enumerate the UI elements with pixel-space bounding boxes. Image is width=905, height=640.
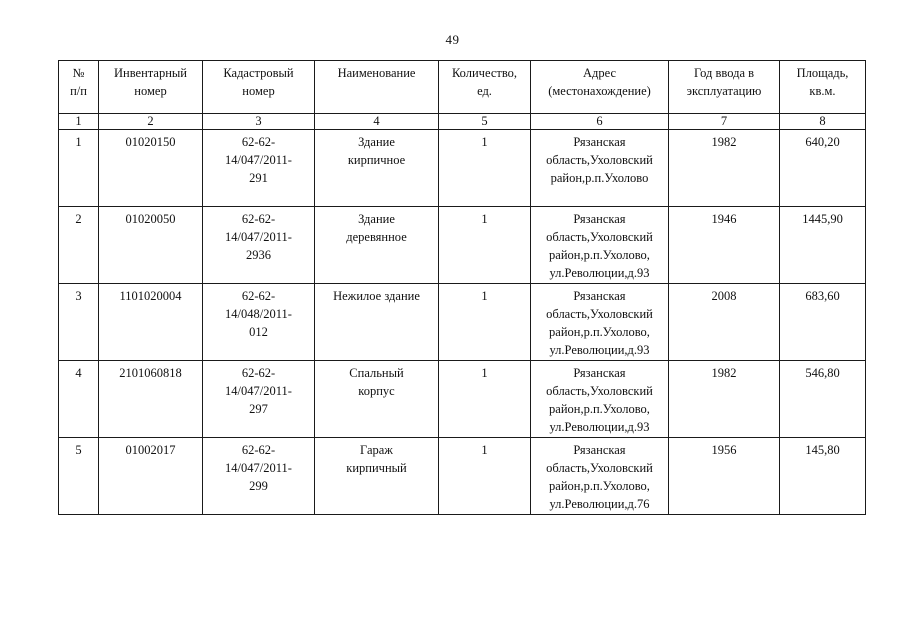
table-row xyxy=(59,284,866,361)
area-cell: 683,60 xyxy=(780,284,866,361)
column-number-row xyxy=(59,114,866,130)
row-number-cell: 5 xyxy=(59,438,99,515)
cadastral-number-cell: 62-62- 14/047/2011- 297 xyxy=(203,361,315,438)
inventory-number-cell: 2101060818 xyxy=(99,361,203,438)
header-cell-quantity: Количество, ед. xyxy=(439,61,531,114)
header-cell-inventory: Инвентарный номер xyxy=(99,61,203,114)
inventory-number-cell: 01020050 xyxy=(99,207,203,284)
column-number: 2 xyxy=(99,114,203,130)
object-name-cell: Здание кирпичное xyxy=(315,130,439,207)
column-number: 5 xyxy=(439,114,531,130)
column-number: 8 xyxy=(780,114,866,130)
header-cell-address: Адрес (местонахождение) xyxy=(531,61,669,114)
commission-year-cell: 1982 xyxy=(669,361,780,438)
quantity-cell: 1 xyxy=(439,361,531,438)
object-name-cell: Нежилое здание xyxy=(315,284,439,361)
cadastral-number-cell: 62-62- 14/048/2011- 012 xyxy=(203,284,315,361)
quantity-cell: 1 xyxy=(439,438,531,515)
commission-year-cell: 1956 xyxy=(669,438,780,515)
object-name-cell: Здание деревянное xyxy=(315,207,439,284)
header-cell-cadastral: Кадастровый номер xyxy=(203,61,315,114)
column-number: 7 xyxy=(669,114,780,130)
table-row xyxy=(59,438,866,515)
object-name-cell: Гараж кирпичный xyxy=(315,438,439,515)
row-number-cell: 4 xyxy=(59,361,99,438)
address-cell: Рязанская область,Ухоловский район,р.п.Ухолово xyxy=(531,130,669,207)
area-cell: 640,20 xyxy=(780,130,866,207)
area-cell: 1445,90 xyxy=(780,207,866,284)
cadastral-number-cell: 62-62- 14/047/2011- 291 xyxy=(203,130,315,207)
property-registry-table xyxy=(58,60,866,515)
row-number-cell: 2 xyxy=(59,207,99,284)
header-cell-area: Площадь, кв.м. xyxy=(780,61,866,114)
column-number: 1 xyxy=(59,114,99,130)
page-number: 49 xyxy=(445,32,460,47)
table-row xyxy=(59,361,866,438)
cadastral-number-cell: 62-62- 14/047/2011- 299 xyxy=(203,438,315,515)
commission-year-cell: 2008 xyxy=(669,284,780,361)
table-row xyxy=(59,207,866,284)
row-number-cell: 1 xyxy=(59,130,99,207)
inventory-number-cell: 1101020004 xyxy=(99,284,203,361)
object-name-cell: Спальный корпус xyxy=(315,361,439,438)
area-cell: 546,80 xyxy=(780,361,866,438)
column-number: 3 xyxy=(203,114,315,130)
address-cell: Рязанская область,Ухоловский район,р.п.Ухолово, ул.Революции,д.93 xyxy=(531,284,669,361)
header-cell-number: № п/п xyxy=(59,61,99,114)
address-cell: Рязанская область,Ухоловский район,р.п.Ухолово, ул.Революции,д.76 xyxy=(531,438,669,515)
commission-year-cell: 1946 xyxy=(669,207,780,284)
header-cell-name: Наименование xyxy=(315,61,439,114)
quantity-cell: 1 xyxy=(439,207,531,284)
inventory-number-cell: 01002017 xyxy=(99,438,203,515)
quantity-cell: 1 xyxy=(439,284,531,361)
table-row xyxy=(59,130,866,207)
cadastral-number-cell: 62-62- 14/047/2011- 2936 xyxy=(203,207,315,284)
column-number: 4 xyxy=(315,114,439,130)
address-cell: Рязанская область,Ухоловский район,р.п.Ухолово, ул.Революции,д.93 xyxy=(531,207,669,284)
commission-year-cell: 1982 xyxy=(669,130,780,207)
column-number: 6 xyxy=(531,114,669,130)
row-number-cell: 3 xyxy=(59,284,99,361)
header-cell-year: Год ввода в эксплуатацию xyxy=(669,61,780,114)
area-cell: 145,80 xyxy=(780,438,866,515)
inventory-number-cell: 01020150 xyxy=(99,130,203,207)
address-cell: Рязанская область,Ухоловский район,р.п.Ухолово, ул.Революции,д.93 xyxy=(531,361,669,438)
header-row xyxy=(59,61,866,114)
quantity-cell: 1 xyxy=(439,130,531,207)
